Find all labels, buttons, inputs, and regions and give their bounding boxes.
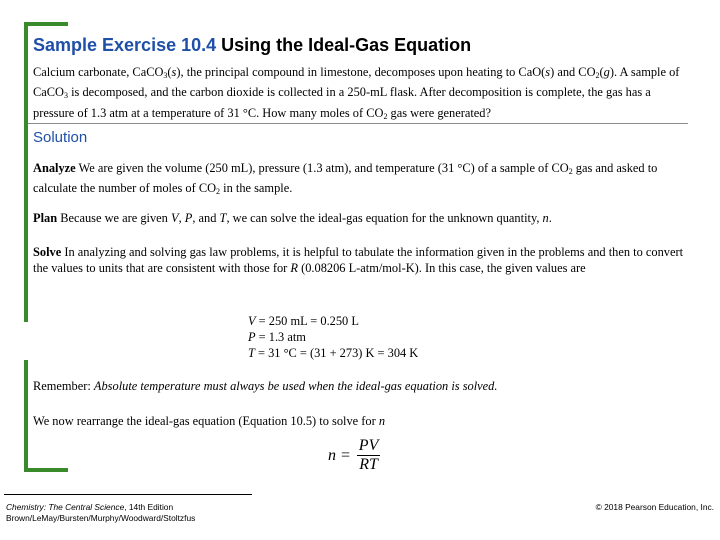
formula-numerator: PV (358, 437, 379, 454)
page-title (33, 35, 471, 56)
value-temperature: T = 31 °C = (31 + 273) K = 304 K (248, 346, 419, 361)
section-divider (28, 123, 688, 124)
analyze-label: Analyze (33, 161, 76, 175)
formula-lhs: n = (328, 446, 351, 464)
formula-fraction (357, 437, 381, 474)
given-values-table (248, 313, 418, 362)
book-edition: , 14th Edition (124, 502, 174, 512)
problem-statement: Calcium carbonate, CaCO$_3$(s), the principal compound in limestone, decomposes upon heating to CaO(s) and $CO_2(g)$. A sample of CaCO$_3$ is decomposed, and the carbon dioxide is collected in a 250-mL flask. After decomposition is complete, the gas has a pressure of 1.3 atm at a temperature of 31 °C. How many moles of $CO_2$ gas were generated? (33, 65, 680, 121)
exercise-title: Using the Ideal-Gas Equation (216, 35, 472, 55)
value-volume: V = 250 mL = 0.250 L (248, 314, 359, 328)
accent-bracket-horizontal-bottom (24, 468, 68, 472)
ideal-gas-formula (328, 437, 380, 474)
remember-note: Remember: Absolute temperature must always be used when the ideal-gas equation is solved. (33, 379, 498, 393)
exercise-number: Sample Exercise 10.4 (33, 35, 217, 55)
solve-label: Solve (33, 245, 62, 259)
rearrange-paragraph: We now rearrange the ideal-gas equation (Equation 10.5) to solve for n (33, 414, 386, 428)
footer-divider (4, 494, 252, 495)
accent-bracket-horizontal-top (24, 22, 68, 26)
analyze-paragraph: Analyze We are given the volume (250 mL), pressure (1.3 atm), and temperature (31 °C) of a sample of $CO_2$ gas and asked to calculate the number of moles of $CO_2$ in the sample. (33, 161, 658, 197)
accent-bracket-vertical-bottom (24, 360, 28, 472)
solve-paragraph: Solve In analyzing and solving gas law problems, it is helpful to tabulate the information given in the problems and then to convert the values to units that are consistent with those for R (0.08206 L-atm/mol-K). In this case, the given values are (33, 245, 684, 276)
plan-label: Plan (33, 211, 58, 225)
plan-paragraph: Plan Because we are given V, P, and T, we can solve the ideal-gas equation for the unknown quantity, n. (33, 211, 552, 225)
accent-bracket-vertical-top (24, 22, 28, 322)
copyright-notice: © 2018 Pearson Education, Inc. (595, 502, 714, 512)
book-authors: Brown/LeMay/Bursten/Murphy/Woodward/Stoltzfus (6, 513, 196, 523)
solution-heading: Solution (33, 129, 88, 146)
value-pressure: P = 1.3 atm (248, 330, 306, 345)
book-title: Chemistry: The Central Science (6, 502, 125, 512)
footer-citation (6, 502, 195, 524)
formula-denominator: RT (359, 456, 378, 473)
